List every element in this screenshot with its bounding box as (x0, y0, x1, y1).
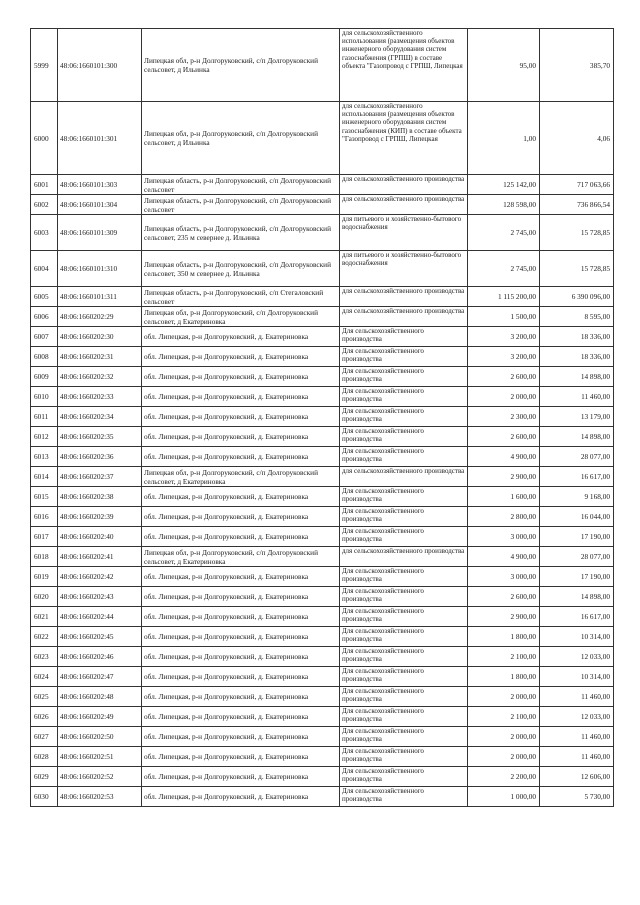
cadastral-number-cell: 48:06:1660101:311 (58, 287, 142, 307)
table-row (31, 407, 614, 427)
land-use-cell: Для сельскохозяйственного производства (340, 367, 468, 387)
land-use-cell: Для сельскохозяйственного производства (340, 387, 468, 407)
table-row (31, 787, 614, 807)
table-row (31, 387, 614, 407)
area-cell: 2 800,00 (468, 507, 540, 527)
table-row (31, 567, 614, 587)
cadastral-value-cell: 736 866,54 (540, 195, 614, 215)
area-cell: 2 000,00 (468, 387, 540, 407)
row-number-cell: 6029 (31, 767, 58, 787)
area-cell: 2 745,00 (468, 251, 540, 287)
address-cell: обл. Липецкая, р-н Долгоруковский, д. Екатериновка (142, 407, 340, 427)
address-cell: Липецкая обл, р-н Долгоруковский, с/п Долгоруковский сельсовет, д Ильинка (142, 102, 340, 175)
cadastral-number-cell: 48:06:1660202:44 (58, 607, 142, 627)
cadastral-number-cell: 48:06:1660101:310 (58, 251, 142, 287)
row-number-cell: 5999 (31, 29, 58, 102)
cadastral-number-cell: 48:06:1660101:301 (58, 102, 142, 175)
area-cell: 4 900,00 (468, 447, 540, 467)
area-cell: 1 115 200,00 (468, 287, 540, 307)
table-row (31, 527, 614, 547)
row-number-cell: 6006 (31, 307, 58, 327)
row-number-cell: 6020 (31, 587, 58, 607)
area-cell: 2 200,00 (468, 767, 540, 787)
land-use-cell: для сельскохозяйственного использования (размещения объектов инженерного оборудования систем газоснабжения (КИП) в составе объекта "Газопровод с ГРПШ, Липецкая (340, 102, 468, 175)
cadastral-value-cell: 8 595,00 (540, 307, 614, 327)
cadastral-value-cell: 12 606,00 (540, 767, 614, 787)
cadastral-value-cell: 10 314,00 (540, 627, 614, 647)
row-number-cell: 6027 (31, 727, 58, 747)
table-row (31, 767, 614, 787)
land-use-cell: для питьевого и хозяйственно-бытового водоснабжения (340, 215, 468, 251)
table-row (31, 327, 614, 347)
area-cell: 2 000,00 (468, 687, 540, 707)
cadastral-value-cell: 5 730,00 (540, 787, 614, 807)
cadastral-value-cell: 9 168,00 (540, 487, 614, 507)
land-use-cell: для сельскохозяйственного производства (340, 307, 468, 327)
land-use-cell: Для сельскохозяйственного производства (340, 407, 468, 427)
cadastral-number-cell: 48:06:1660202:52 (58, 767, 142, 787)
table-row (31, 627, 614, 647)
address-cell: Липецкая область, р-н Долгоруковский, с/п Долгоруковский сельсовет (142, 175, 340, 195)
table-row (31, 195, 614, 215)
cadastral-number-cell: 48:06:1660202:51 (58, 747, 142, 767)
cadastral-number-cell: 48:06:1660202:29 (58, 307, 142, 327)
land-use-cell: Для сельскохозяйственного производства (340, 447, 468, 467)
table-row (31, 102, 614, 175)
address-cell: Липецкая область, р-н Долгоруковский, с/п Долгоруковский сельсовет, 235 м севернее д. Ильинка (142, 215, 340, 251)
row-number-cell: 6019 (31, 567, 58, 587)
area-cell: 1 000,00 (468, 787, 540, 807)
land-registry-table (30, 28, 614, 807)
cadastral-number-cell: 48:06:1660202:37 (58, 467, 142, 487)
cadastral-number-cell: 48:06:1660202:33 (58, 387, 142, 407)
cadastral-value-cell: 6 390 096,00 (540, 287, 614, 307)
row-number-cell: 6018 (31, 547, 58, 567)
row-number-cell: 6026 (31, 707, 58, 727)
cadastral-number-cell: 48:06:1660202:43 (58, 587, 142, 607)
row-number-cell: 6025 (31, 687, 58, 707)
address-cell: обл. Липецкая, р-н Долгоруковский, д. Екатериновка (142, 447, 340, 467)
table-row (31, 507, 614, 527)
address-cell: обл. Липецкая, р-н Долгоруковский, д. Екатериновка (142, 527, 340, 547)
cadastral-value-cell: 12 033,00 (540, 707, 614, 727)
cadastral-value-cell: 11 460,00 (540, 727, 614, 747)
cadastral-value-cell: 28 077,00 (540, 547, 614, 567)
address-cell: Липецкая обл, р-н Долгоруковский, с/п Долгоруковский сельсовет, д Ильинка (142, 29, 340, 102)
area-cell: 1 500,00 (468, 307, 540, 327)
table-row (31, 687, 614, 707)
area-cell: 3 000,00 (468, 527, 540, 547)
address-cell: обл. Липецкая, р-н Долгоруковский, д. Екатериновка (142, 687, 340, 707)
land-use-cell: Для сельскохозяйственного производства (340, 327, 468, 347)
cadastral-value-cell: 14 898,00 (540, 587, 614, 607)
row-number-cell: 6030 (31, 787, 58, 807)
land-use-cell: Для сельскохозяйственного производства (340, 507, 468, 527)
cadastral-number-cell: 48:06:1660202:40 (58, 527, 142, 547)
address-cell: Липецкая обл, р-н Долгоруковский, с/п Долгоруковский сельсовет, д Екатериновка (142, 547, 340, 567)
cadastral-number-cell: 48:06:1660202:31 (58, 347, 142, 367)
address-cell: Липецкая обл, р-н Долгоруковский, с/п Долгоруковский сельсовет, д Екатериновка (142, 467, 340, 487)
cadastral-number-cell: 48:06:1660202:32 (58, 367, 142, 387)
area-cell: 4 900,00 (468, 547, 540, 567)
table-row (31, 747, 614, 767)
area-cell: 1 600,00 (468, 487, 540, 507)
area-cell: 2 100,00 (468, 707, 540, 727)
area-cell: 2 900,00 (468, 467, 540, 487)
address-cell: Липецкая обл, р-н Долгоруковский, с/п Долгоруковский сельсовет, д Екатериновка (142, 307, 340, 327)
cadastral-number-cell: 48:06:1660202:46 (58, 647, 142, 667)
address-cell: обл. Липецкая, р-н Долгоруковский, д. Екатериновка (142, 667, 340, 687)
table-row (31, 607, 614, 627)
land-use-cell: для сельскохозяйственного производства (340, 467, 468, 487)
cadastral-number-cell: 48:06:1660202:39 (58, 507, 142, 527)
land-use-cell: Для сельскохозяйственного производства (340, 787, 468, 807)
address-cell: Липецкая область, р-н Долгоруковский, с/п Стегаловский сельсовет (142, 287, 340, 307)
row-number-cell: 6015 (31, 487, 58, 507)
cadastral-number-cell: 48:06:1660101:309 (58, 215, 142, 251)
row-number-cell: 6009 (31, 367, 58, 387)
land-use-cell: для сельскохозяйственного производства (340, 547, 468, 567)
land-use-cell: для сельскохозяйственного производства (340, 175, 468, 195)
row-number-cell: 6012 (31, 427, 58, 447)
address-cell: обл. Липецкая, р-н Долгоруковский, д. Екатериновка (142, 607, 340, 627)
cadastral-number-cell: 48:06:1660202:41 (58, 547, 142, 567)
row-number-cell: 6000 (31, 102, 58, 175)
row-number-cell: 6003 (31, 215, 58, 251)
address-cell: обл. Липецкая, р-н Долгоруковский, д. Екатериновка (142, 627, 340, 647)
cadastral-value-cell: 16 044,00 (540, 507, 614, 527)
address-cell: обл. Липецкая, р-н Долгоруковский, д. Екатериновка (142, 487, 340, 507)
cadastral-value-cell: 717 063,66 (540, 175, 614, 195)
row-number-cell: 6004 (31, 251, 58, 287)
address-cell: обл. Липецкая, р-н Долгоруковский, д. Екатериновка (142, 587, 340, 607)
cadastral-value-cell: 17 190,00 (540, 527, 614, 547)
land-use-cell: Для сельскохозяйственного производства (340, 527, 468, 547)
area-cell: 3 000,00 (468, 567, 540, 587)
land-use-cell: для сельскохозяйственного производства (340, 287, 468, 307)
table-row (31, 287, 614, 307)
table-row (31, 647, 614, 667)
land-use-cell: Для сельскохозяйственного производства (340, 347, 468, 367)
land-use-cell: Для сельскохозяйственного производства (340, 587, 468, 607)
row-number-cell: 6028 (31, 747, 58, 767)
land-use-cell: Для сельскохозяйственного производства (340, 647, 468, 667)
land-use-cell: Для сельскохозяйственного производства (340, 427, 468, 447)
row-number-cell: 6022 (31, 627, 58, 647)
table-row (31, 707, 614, 727)
cadastral-value-cell: 16 617,00 (540, 607, 614, 627)
row-number-cell: 6017 (31, 527, 58, 547)
cadastral-value-cell: 16 617,00 (540, 467, 614, 487)
cadastral-number-cell: 48:06:1660202:35 (58, 427, 142, 447)
cadastral-value-cell: 11 460,00 (540, 687, 614, 707)
cadastral-number-cell: 48:06:1660202:47 (58, 667, 142, 687)
cadastral-number-cell: 48:06:1660202:50 (58, 727, 142, 747)
area-cell: 125 142,00 (468, 175, 540, 195)
cadastral-number-cell: 48:06:1660202:49 (58, 707, 142, 727)
cadastral-number-cell: 48:06:1660202:36 (58, 447, 142, 467)
address-cell: обл. Липецкая, р-н Долгоруковский, д. Екатериновка (142, 647, 340, 667)
area-cell: 3 200,00 (468, 327, 540, 347)
table-row (31, 487, 614, 507)
cadastral-value-cell: 4,06 (540, 102, 614, 175)
row-number-cell: 6008 (31, 347, 58, 367)
table-row (31, 367, 614, 387)
area-cell: 2 600,00 (468, 367, 540, 387)
address-cell: обл. Липецкая, р-н Долгоруковский, д. Екатериновка (142, 747, 340, 767)
table-row (31, 347, 614, 367)
cadastral-number-cell: 48:06:1660101:303 (58, 175, 142, 195)
cadastral-number-cell: 48:06:1660202:34 (58, 407, 142, 427)
row-number-cell: 6024 (31, 667, 58, 687)
area-cell: 95,00 (468, 29, 540, 102)
cadastral-value-cell: 15 728,85 (540, 215, 614, 251)
cadastral-value-cell: 385,70 (540, 29, 614, 102)
address-cell: обл. Липецкая, р-н Долгоруковский, д. Екатериновка (142, 367, 340, 387)
table-row (31, 307, 614, 327)
address-cell: Липецкая область, р-н Долгоруковский, с/п Долгоруковский сельсовет (142, 195, 340, 215)
cadastral-value-cell: 10 314,00 (540, 667, 614, 687)
address-cell: обл. Липецкая, р-н Долгоруковский, д. Екатериновка (142, 787, 340, 807)
cadastral-value-cell: 11 460,00 (540, 747, 614, 767)
table-row (31, 547, 614, 567)
area-cell: 1 800,00 (468, 667, 540, 687)
address-cell: обл. Липецкая, р-н Долгоруковский, д. Екатериновка (142, 507, 340, 527)
land-use-cell: Для сельскохозяйственного производства (340, 747, 468, 767)
area-cell: 2 300,00 (468, 407, 540, 427)
area-cell: 2 600,00 (468, 587, 540, 607)
table-row (31, 667, 614, 687)
table-row (31, 467, 614, 487)
address-cell: обл. Липецкая, р-н Долгоруковский, д. Екатериновка (142, 707, 340, 727)
cadastral-number-cell: 48:06:1660101:304 (58, 195, 142, 215)
area-cell: 2 000,00 (468, 747, 540, 767)
row-number-cell: 6011 (31, 407, 58, 427)
row-number-cell: 6016 (31, 507, 58, 527)
cadastral-value-cell: 12 033,00 (540, 647, 614, 667)
address-cell: обл. Липецкая, р-н Долгоруковский, д. Екатериновка (142, 567, 340, 587)
address-cell: обл. Липецкая, р-н Долгоруковский, д. Екатериновка (142, 427, 340, 447)
address-cell: обл. Липецкая, р-н Долгоруковский, д. Екатериновка (142, 347, 340, 367)
cadastral-value-cell: 14 898,00 (540, 427, 614, 447)
table-row (31, 29, 614, 102)
cadastral-value-cell: 14 898,00 (540, 367, 614, 387)
table-row (31, 215, 614, 251)
cadastral-value-cell: 18 336,00 (540, 347, 614, 367)
area-cell: 2 000,00 (468, 727, 540, 747)
land-use-cell: Для сельскохозяйственного производства (340, 707, 468, 727)
land-use-cell: для питьевого и хозяйственно-бытового водоснабжения (340, 251, 468, 287)
land-use-cell: Для сельскохозяйственного производства (340, 607, 468, 627)
cadastral-value-cell: 17 190,00 (540, 567, 614, 587)
row-number-cell: 6021 (31, 607, 58, 627)
land-use-cell: Для сельскохозяйственного производства (340, 727, 468, 747)
row-number-cell: 6001 (31, 175, 58, 195)
land-use-cell: для сельскохозяйственного использования (размещения объектов инженерного оборудования систем газоснабжения (ГРПШ) в составе объекта "Газопровод с ГРПШ, Липецкая (340, 29, 468, 102)
land-use-cell: Для сельскохозяйственного производства (340, 767, 468, 787)
cadastral-value-cell: 18 336,00 (540, 327, 614, 347)
cadastral-number-cell: 48:06:1660202:48 (58, 687, 142, 707)
address-cell: обл. Липецкая, р-н Долгоруковский, д. Екатериновка (142, 387, 340, 407)
row-number-cell: 6005 (31, 287, 58, 307)
land-use-cell: Для сельскохозяйственного производства (340, 487, 468, 507)
cadastral-number-cell: 48:06:1660202:38 (58, 487, 142, 507)
area-cell: 1,00 (468, 102, 540, 175)
land-use-cell: для сельскохозяйственного производства (340, 195, 468, 215)
land-use-cell: Для сельскохозяйственного производства (340, 687, 468, 707)
table-row (31, 587, 614, 607)
cadastral-value-cell: 15 728,85 (540, 251, 614, 287)
address-cell: обл. Липецкая, р-н Долгоруковский, д. Екатериновка (142, 327, 340, 347)
cadastral-number-cell: 48:06:1660202:53 (58, 787, 142, 807)
row-number-cell: 6014 (31, 467, 58, 487)
row-number-cell: 6002 (31, 195, 58, 215)
land-use-cell: Для сельскохозяйственного производства (340, 627, 468, 647)
land-use-cell: Для сельскохозяйственного производства (340, 567, 468, 587)
area-cell: 2 745,00 (468, 215, 540, 251)
table-row (31, 427, 614, 447)
table-row (31, 175, 614, 195)
cadastral-number-cell: 48:06:1660202:42 (58, 567, 142, 587)
area-cell: 1 800,00 (468, 627, 540, 647)
address-cell: обл. Липецкая, р-н Долгоруковский, д. Екатериновка (142, 767, 340, 787)
area-cell: 2 100,00 (468, 647, 540, 667)
row-number-cell: 6013 (31, 447, 58, 467)
cadastral-number-cell: 48:06:1660202:45 (58, 627, 142, 647)
cadastral-number-cell: 48:06:1660202:30 (58, 327, 142, 347)
row-number-cell: 6010 (31, 387, 58, 407)
area-cell: 2 900,00 (468, 607, 540, 627)
table-row (31, 251, 614, 287)
address-cell: обл. Липецкая, р-н Долгоруковский, д. Екатериновка (142, 727, 340, 747)
table-row (31, 727, 614, 747)
land-use-cell: Для сельскохозяйственного производства (340, 667, 468, 687)
table-row (31, 447, 614, 467)
area-cell: 2 600,00 (468, 427, 540, 447)
table-body (31, 29, 614, 807)
address-cell: Липецкая область, р-н Долгоруковский, с/п Долгоруковский сельсовет, 350 м севернее д. Ильинка (142, 251, 340, 287)
cadastral-number-cell: 48:06:1660101:300 (58, 29, 142, 102)
row-number-cell: 6023 (31, 647, 58, 667)
area-cell: 3 200,00 (468, 347, 540, 367)
cadastral-value-cell: 13 179,00 (540, 407, 614, 427)
cadastral-value-cell: 28 077,00 (540, 447, 614, 467)
area-cell: 128 598,00 (468, 195, 540, 215)
cadastral-value-cell: 11 460,00 (540, 387, 614, 407)
row-number-cell: 6007 (31, 327, 58, 347)
